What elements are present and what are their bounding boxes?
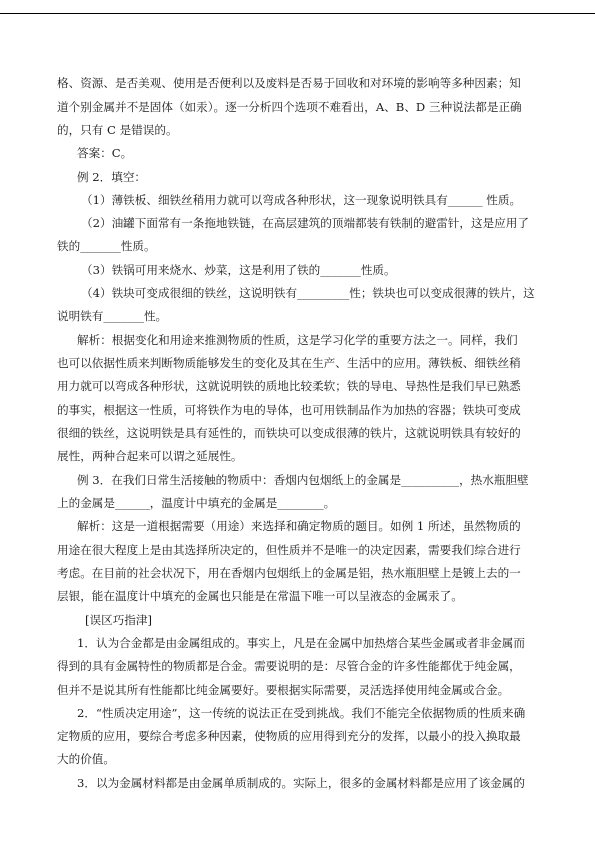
text-line: 用力就可以弯成各种形状，这就说明铁的质地比较柔软；铁的导电、导热性是我们早已熟悉 bbox=[57, 379, 521, 393]
text-line: 但并不是说其所有性能都比纯金属要好。要根据实际需要，灵活选择使用纯金属或合金。 bbox=[57, 683, 510, 697]
example-heading: 例 2．填空： bbox=[77, 170, 147, 184]
text-line: 得到的具有金属特性的物质都是合金。需要说明的是：尽管合金的许多性能都优于纯金属， bbox=[57, 659, 521, 673]
text-line: 格、资源、是否美观、使用是否便利以及废料是否易于回收和对环境的影响等多种因素；知 bbox=[57, 76, 521, 90]
analysis-paragraph: 解析：根据变化和用途来推测物质的性质，这是学习化学的重要方法之一。同样，我们 bbox=[77, 333, 518, 347]
question-2: （2）油罐下面常有一条拖地铁链，在高层建筑的顶端都装有铁制的避雷针，这是应用了 bbox=[81, 216, 529, 230]
text-line: 铁的_______性质。 bbox=[57, 239, 156, 253]
question-3: （3）铁锅可用来烧水、炒菜，这是利用了铁的_______性质。 bbox=[81, 263, 396, 277]
analysis-paragraph: 解析：这是一道根据需要（用途）来选择和确定物质的题目。如例 1 所述，虽然物质的 bbox=[77, 519, 521, 533]
tip-2: 2．“性质决定用途”，这一传统的说法正在受到挑战。我们不能完全依据物质的性质来确 bbox=[77, 706, 526, 720]
text-line: 的事实，根据这一性质，可将铁作为电的导体，也可用铁制品作为加热的容器；铁块可变成 bbox=[57, 403, 521, 417]
question-4: （4）铁块可变成很细的铁丝，这说明铁有_________性；铁块也可以变成很薄的铁片，这 bbox=[81, 286, 535, 300]
section-heading: [误区巧指津] bbox=[85, 613, 153, 627]
example-3: 例 3．在我们日常生活接触的物质中：香烟内包烟纸上的金属是__________，热水瓶胆壁 bbox=[77, 473, 529, 487]
text-line: 考虑。在目前的社会状况下，用在香烟内包烟纸上的金属是铝，热水瓶胆壁上是镀上去的一 bbox=[57, 566, 521, 580]
text-line: 的，只有 C 是错误的。 bbox=[57, 123, 178, 137]
tip-3: 3．以为金属材料都是由金属单质制成的。实际上，很多的金属材料都是应用了该金属的 bbox=[77, 776, 525, 790]
tip-1: 1．认为合金都是由金属组成的。事实上，凡是在金属中加热熔合某些金属或者非金属而 bbox=[77, 636, 525, 650]
text-line: 用途在很大程度上是由其选择所决定的，但性质并不是唯一的决定因素，需要我们综合进行 bbox=[57, 543, 521, 557]
text-line: 展性，两种合起来可以谓之延展性。 bbox=[57, 449, 243, 463]
text-line: 道个别金属并不是固体（如汞）。逐一分析四个选项不难看出，A、B、D 三种说法都是正确 bbox=[57, 100, 522, 114]
text-line: 也可以依据性质来判断物质能够发生的变化及其在生产、生活中的应用。薄铁板、细铁丝稍 bbox=[57, 356, 521, 370]
text-line: 层银，能在温度计中填充的金属也只能是在常温下唯一可以呈液态的金属汞了。 bbox=[57, 589, 463, 603]
text-line: 定物质的应用，要综合考虑多种因素，使物质的应用得到充分的发挥，以最小的投入换取最 bbox=[57, 729, 521, 743]
header-rule bbox=[0, 13, 595, 14]
question-1: （1）薄铁板、细铁丝稍用力就可以弯成各种形状，这一现象说明铁具有______ 性质。 bbox=[81, 193, 522, 207]
answer-line: 答案：C。 bbox=[77, 146, 133, 160]
text-line: 大的价值。 bbox=[57, 752, 115, 766]
text-line: 上的金属是______，温度计中填充的金属是________。 bbox=[57, 496, 336, 510]
text-line: 很细的铁丝，这说明铁是具有延性的，而铁块可以变成很薄的铁片，这就说明铁具有较好的 bbox=[57, 426, 521, 440]
text-line: 说明铁有_______性。 bbox=[57, 309, 168, 323]
